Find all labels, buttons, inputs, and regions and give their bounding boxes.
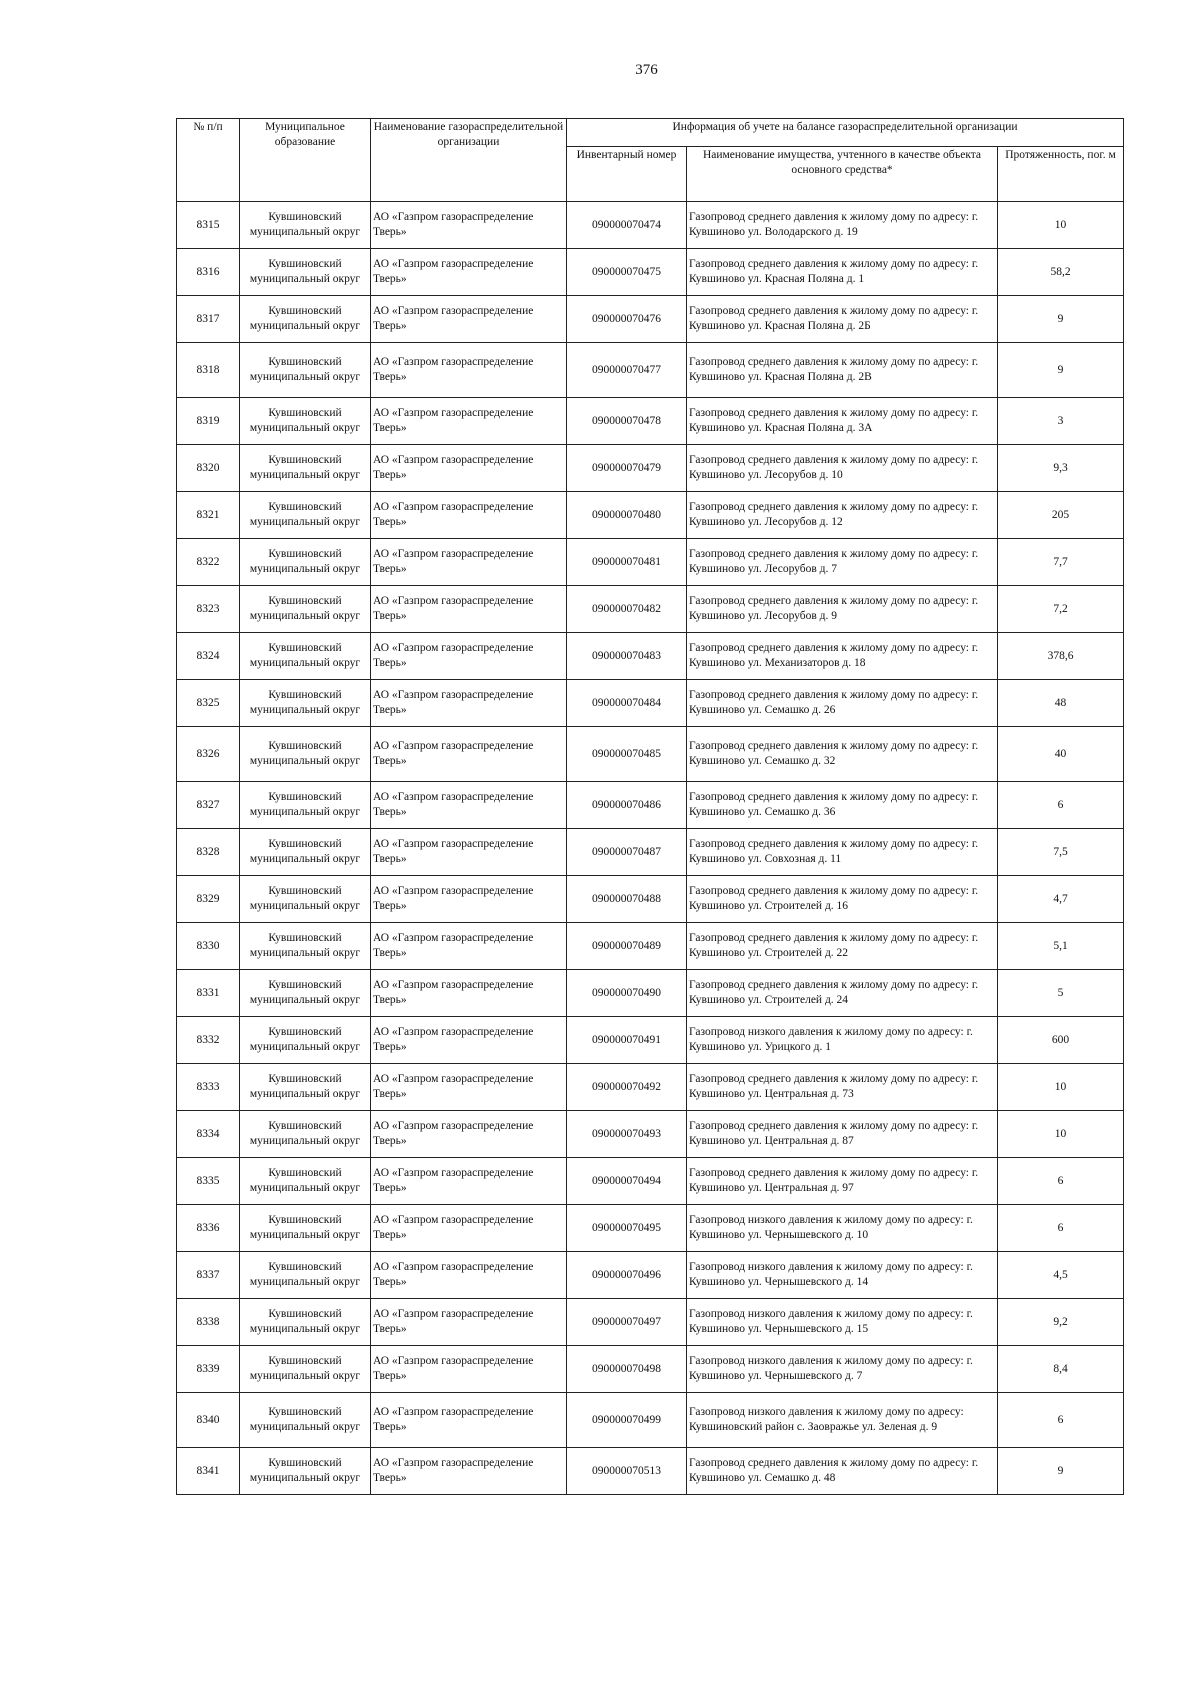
length-cell: 9 <box>998 343 1124 398</box>
length-cell: 58,2 <box>998 249 1124 296</box>
row-number: 8331 <box>177 970 240 1017</box>
municipality-cell: Кувшиновский муниципальный округ <box>240 1205 371 1252</box>
length-cell: 9 <box>998 296 1124 343</box>
organization-cell: АО «Газпром газораспределение Тверь» <box>371 398 567 445</box>
organization-cell: АО «Газпром газораспределение Тверь» <box>371 539 567 586</box>
organization-cell: АО «Газпром газораспределение Тверь» <box>371 445 567 492</box>
length-cell: 7,5 <box>998 829 1124 876</box>
table-row <box>177 296 1124 343</box>
table-row <box>177 398 1124 445</box>
organization-cell: АО «Газпром газораспределение Тверь» <box>371 923 567 970</box>
length-cell: 10 <box>998 1064 1124 1111</box>
length-cell: 4,5 <box>998 1252 1124 1299</box>
object-name-cell: Газопровод среднего давления к жилому дому по адресу: г. Кувшиново ул. Лесорубов д. 12 <box>687 492 998 539</box>
length-cell: 9 <box>998 1448 1124 1495</box>
inventory-number-cell: 090000070478 <box>567 398 687 445</box>
object-name-cell: Газопровод среднего давления к жилому дому по адресу: г. Кувшиново ул. Строителей д. 24 <box>687 970 998 1017</box>
organization-cell: АО «Газпром газораспределение Тверь» <box>371 876 567 923</box>
row-number: 8315 <box>177 202 240 249</box>
object-name-cell: Газопровод низкого давления к жилому дому по адресу: г. Кувшиново ул. Чернышевского д. 10 <box>687 1205 998 1252</box>
length-cell: 48 <box>998 680 1124 727</box>
length-cell: 600 <box>998 1017 1124 1064</box>
organization-cell: АО «Газпром газораспределение Тверь» <box>371 1393 567 1448</box>
organization-cell: АО «Газпром газораспределение Тверь» <box>371 829 567 876</box>
object-name-cell: Газопровод среднего давления к жилому дому по адресу: г. Кувшиново ул. Красная Поляна д. 2В <box>687 343 998 398</box>
organization-cell: АО «Газпром газораспределение Тверь» <box>371 1158 567 1205</box>
inventory-number-cell: 090000070499 <box>567 1393 687 1448</box>
inventory-number-cell: 090000070481 <box>567 539 687 586</box>
municipality-cell: Кувшиновский муниципальный округ <box>240 1158 371 1205</box>
row-number: 8322 <box>177 539 240 586</box>
municipality-cell: Кувшиновский муниципальный округ <box>240 343 371 398</box>
municipality-cell: Кувшиновский муниципальный округ <box>240 1448 371 1495</box>
municipality-cell: Кувшиновский муниципальный округ <box>240 876 371 923</box>
inventory-number-cell: 090000070494 <box>567 1158 687 1205</box>
inventory-number-cell: 090000070492 <box>567 1064 687 1111</box>
inventory-number-cell: 090000070476 <box>567 296 687 343</box>
municipality-cell: Кувшиновский муниципальный округ <box>240 782 371 829</box>
municipality-cell: Кувшиновский муниципальный округ <box>240 923 371 970</box>
municipality-cell: Кувшиновский муниципальный округ <box>240 249 371 296</box>
organization-cell: АО «Газпром газораспределение Тверь» <box>371 633 567 680</box>
row-number: 8316 <box>177 249 240 296</box>
inventory-number-cell: 090000070496 <box>567 1252 687 1299</box>
municipality-cell: Кувшиновский муниципальный округ <box>240 970 371 1017</box>
row-number: 8340 <box>177 1393 240 1448</box>
municipality-cell: Кувшиновский муниципальный округ <box>240 1393 371 1448</box>
object-name-cell: Газопровод среднего давления к жилому дому по адресу: г. Кувшиново ул. Красная Поляна д. 1 <box>687 249 998 296</box>
object-name-cell: Газопровод среднего давления к жилому дому по адресу: г. Кувшиново ул. Строителей д. 16 <box>687 876 998 923</box>
length-cell: 10 <box>998 1111 1124 1158</box>
gas-pipeline-register-table <box>176 118 1124 1495</box>
row-number: 8317 <box>177 296 240 343</box>
row-number: 8319 <box>177 398 240 445</box>
row-number: 8318 <box>177 343 240 398</box>
inventory-number-cell: 090000070487 <box>567 829 687 876</box>
row-number: 8325 <box>177 680 240 727</box>
inventory-number-cell: 090000070489 <box>567 923 687 970</box>
municipality-cell: Кувшиновский муниципальный округ <box>240 1299 371 1346</box>
inventory-number-cell: 090000070486 <box>567 782 687 829</box>
table-row <box>177 782 1124 829</box>
table-header <box>177 119 1124 202</box>
row-number: 8337 <box>177 1252 240 1299</box>
organization-cell: АО «Газпром газораспределение Тверь» <box>371 296 567 343</box>
table-row <box>177 586 1124 633</box>
inventory-number-cell: 090000070493 <box>567 1111 687 1158</box>
length-cell: 205 <box>998 492 1124 539</box>
object-name-cell: Газопровод среднего давления к жилому дому по адресу: г. Кувшиново ул. Центральная д. 97 <box>687 1158 998 1205</box>
row-number: 8327 <box>177 782 240 829</box>
table-row <box>177 343 1124 398</box>
header-object: Наименование имущества, учтенного в качестве объекта основного средства* <box>687 147 998 202</box>
inventory-number-cell: 090000070488 <box>567 876 687 923</box>
organization-cell: АО «Газпром газораспределение Тверь» <box>371 727 567 782</box>
inventory-number-cell: 090000070480 <box>567 492 687 539</box>
table-row <box>177 539 1124 586</box>
municipality-cell: Кувшиновский муниципальный округ <box>240 1346 371 1393</box>
table-row <box>177 445 1124 492</box>
row-number: 8329 <box>177 876 240 923</box>
inventory-number-cell: 090000070482 <box>567 586 687 633</box>
table-row <box>177 1393 1124 1448</box>
organization-cell: АО «Газпром газораспределение Тверь» <box>371 492 567 539</box>
inventory-number-cell: 090000070477 <box>567 343 687 398</box>
object-name-cell: Газопровод низкого давления к жилому дому по адресу: г. Кувшиново ул. Чернышевского д. 15 <box>687 1299 998 1346</box>
table-row <box>177 492 1124 539</box>
row-number: 8339 <box>177 1346 240 1393</box>
table-row <box>177 1448 1124 1495</box>
table-body <box>177 202 1124 1495</box>
municipality-cell: Кувшиновский муниципальный округ <box>240 398 371 445</box>
municipality-cell: Кувшиновский муниципальный округ <box>240 680 371 727</box>
organization-cell: АО «Газпром газораспределение Тверь» <box>371 680 567 727</box>
row-number: 8321 <box>177 492 240 539</box>
row-number: 8338 <box>177 1299 240 1346</box>
municipality-cell: Кувшиновский муниципальный округ <box>240 492 371 539</box>
table-row <box>177 829 1124 876</box>
inventory-number-cell: 090000070490 <box>567 970 687 1017</box>
object-name-cell: Газопровод среднего давления к жилому дому по адресу: г. Кувшиново ул. Семашко д. 32 <box>687 727 998 782</box>
length-cell: 10 <box>998 202 1124 249</box>
municipality-cell: Кувшиновский муниципальный округ <box>240 829 371 876</box>
page-number: 376 <box>635 62 658 78</box>
table-row <box>177 923 1124 970</box>
row-number: 8324 <box>177 633 240 680</box>
object-name-cell: Газопровод низкого давления к жилому дому по адресу: г. Кувшиново ул. Чернышевского д. 7 <box>687 1346 998 1393</box>
length-cell: 9,2 <box>998 1299 1124 1346</box>
object-name-cell: Газопровод среднего давления к жилому дому по адресу: г. Кувшиново ул. Лесорубов д. 10 <box>687 445 998 492</box>
municipality-cell: Кувшиновский муниципальный округ <box>240 1017 371 1064</box>
organization-cell: АО «Газпром газораспределение Тверь» <box>371 970 567 1017</box>
organization-cell: АО «Газпром газораспределение Тверь» <box>371 1299 567 1346</box>
organization-cell: АО «Газпром газораспределение Тверь» <box>371 1017 567 1064</box>
header-inventory: Инвентарный номер <box>567 147 687 202</box>
municipality-cell: Кувшиновский муниципальный округ <box>240 1111 371 1158</box>
length-cell: 6 <box>998 1158 1124 1205</box>
organization-cell: АО «Газпром газораспределение Тверь» <box>371 1111 567 1158</box>
row-number: 8336 <box>177 1205 240 1252</box>
inventory-number-cell: 090000070483 <box>567 633 687 680</box>
row-number: 8341 <box>177 1448 240 1495</box>
length-cell: 6 <box>998 782 1124 829</box>
object-name-cell: Газопровод среднего давления к жилому дому по адресу: г. Кувшиново ул. Семашко д. 26 <box>687 680 998 727</box>
organization-cell: АО «Газпром газораспределение Тверь» <box>371 1205 567 1252</box>
object-name-cell: Газопровод среднего давления к жилому дому по адресу: г. Кувшиново ул. Володарского д. 19 <box>687 202 998 249</box>
municipality-cell: Кувшиновский муниципальный округ <box>240 633 371 680</box>
length-cell: 5,1 <box>998 923 1124 970</box>
object-name-cell: Газопровод среднего давления к жилому дому по адресу: г. Кувшиново ул. Красная Поляна д. 2Б <box>687 296 998 343</box>
organization-cell: АО «Газпром газораспределение Тверь» <box>371 586 567 633</box>
object-name-cell: Газопровод низкого давления к жилому дому по адресу: г. Кувшиново ул. Урицкого д. 1 <box>687 1017 998 1064</box>
length-cell: 6 <box>998 1393 1124 1448</box>
row-number: 8326 <box>177 727 240 782</box>
length-cell: 378,6 <box>998 633 1124 680</box>
row-number: 8332 <box>177 1017 240 1064</box>
object-name-cell: Газопровод среднего давления к жилому дому по адресу: г. Кувшиново ул. Семашко д. 48 <box>687 1448 998 1495</box>
object-name-cell: Газопровод среднего давления к жилому дому по адресу: г. Кувшиново ул. Совхозная д. 11 <box>687 829 998 876</box>
table-row <box>177 1064 1124 1111</box>
table-row <box>177 249 1124 296</box>
municipality-cell: Кувшиновский муниципальный округ <box>240 539 371 586</box>
row-number: 8328 <box>177 829 240 876</box>
municipality-cell: Кувшиновский муниципальный округ <box>240 202 371 249</box>
table-row <box>177 1346 1124 1393</box>
table-row <box>177 1111 1124 1158</box>
header-municipality: Муниципальное образование <box>240 119 371 202</box>
length-cell: 7,7 <box>998 539 1124 586</box>
table-row <box>177 727 1124 782</box>
organization-cell: АО «Газпром газораспределение Тверь» <box>371 343 567 398</box>
object-name-cell: Газопровод среднего давления к жилому дому по адресу: г. Кувшиново ул. Лесорубов д. 7 <box>687 539 998 586</box>
municipality-cell: Кувшиновский муниципальный округ <box>240 727 371 782</box>
organization-cell: АО «Газпром газораспределение Тверь» <box>371 202 567 249</box>
row-number: 8323 <box>177 586 240 633</box>
inventory-number-cell: 090000070497 <box>567 1299 687 1346</box>
row-number: 8333 <box>177 1064 240 1111</box>
inventory-number-cell: 090000070479 <box>567 445 687 492</box>
organization-cell: АО «Газпром газораспределение Тверь» <box>371 1064 567 1111</box>
inventory-number-cell: 090000070485 <box>567 727 687 782</box>
table-row <box>177 1252 1124 1299</box>
header-org: Наименование газораспределительной организации <box>371 119 567 202</box>
row-number: 8335 <box>177 1158 240 1205</box>
inventory-number-cell: 090000070495 <box>567 1205 687 1252</box>
length-cell: 7,2 <box>998 586 1124 633</box>
organization-cell: АО «Газпром газораспределение Тверь» <box>371 1252 567 1299</box>
length-cell: 9,3 <box>998 445 1124 492</box>
table-row <box>177 680 1124 727</box>
length-cell: 6 <box>998 1205 1124 1252</box>
length-cell: 5 <box>998 970 1124 1017</box>
inventory-number-cell: 090000070491 <box>567 1017 687 1064</box>
object-name-cell: Газопровод низкого давления к жилому дому по адресу: Кувшиновский район с. Заовражье ул. Зеленая д. 9 <box>687 1393 998 1448</box>
length-cell: 8,4 <box>998 1346 1124 1393</box>
inventory-number-cell: 090000070484 <box>567 680 687 727</box>
object-name-cell: Газопровод среднего давления к жилому дому по адресу: г. Кувшиново ул. Центральная д. 73 <box>687 1064 998 1111</box>
object-name-cell: Газопровод среднего давления к жилому дому по адресу: г. Кувшиново ул. Строителей д. 22 <box>687 923 998 970</box>
row-number: 8330 <box>177 923 240 970</box>
organization-cell: АО «Газпром газораспределение Тверь» <box>371 1448 567 1495</box>
length-cell: 4,7 <box>998 876 1124 923</box>
municipality-cell: Кувшиновский муниципальный округ <box>240 445 371 492</box>
table-row <box>177 970 1124 1017</box>
table-row <box>177 1299 1124 1346</box>
header-length: Протяженность, пог. м <box>998 147 1124 202</box>
organization-cell: АО «Газпром газораспределение Тверь» <box>371 249 567 296</box>
row-number: 8334 <box>177 1111 240 1158</box>
header-num: № п/п <box>177 119 240 202</box>
municipality-cell: Кувшиновский муниципальный округ <box>240 1252 371 1299</box>
municipality-cell: Кувшиновский муниципальный округ <box>240 296 371 343</box>
object-name-cell: Газопровод среднего давления к жилому дому по адресу: г. Кувшиново ул. Центральная д. 87 <box>687 1111 998 1158</box>
object-name-cell: Газопровод среднего давления к жилому дому по адресу: г. Кувшиново ул. Механизаторов д. 18 <box>687 633 998 680</box>
row-number: 8320 <box>177 445 240 492</box>
object-name-cell: Газопровод среднего давления к жилому дому по адресу: г. Кувшиново ул. Семашко д. 36 <box>687 782 998 829</box>
header-info: Информация об учете на балансе газораспределительной организации <box>567 119 1124 147</box>
inventory-number-cell: 090000070498 <box>567 1346 687 1393</box>
table-row <box>177 1158 1124 1205</box>
inventory-number-cell: 090000070513 <box>567 1448 687 1495</box>
table-row <box>177 1017 1124 1064</box>
inventory-number-cell: 090000070474 <box>567 202 687 249</box>
object-name-cell: Газопровод среднего давления к жилому дому по адресу: г. Кувшиново ул. Лесорубов д. 9 <box>687 586 998 633</box>
inventory-number-cell: 090000070475 <box>567 249 687 296</box>
length-cell: 3 <box>998 398 1124 445</box>
municipality-cell: Кувшиновский муниципальный округ <box>240 586 371 633</box>
organization-cell: АО «Газпром газораспределение Тверь» <box>371 782 567 829</box>
length-cell: 40 <box>998 727 1124 782</box>
object-name-cell: Газопровод низкого давления к жилому дому по адресу: г. Кувшиново ул. Чернышевского д. 14 <box>687 1252 998 1299</box>
table-row <box>177 202 1124 249</box>
table-row <box>177 876 1124 923</box>
table-row <box>177 1205 1124 1252</box>
municipality-cell: Кувшиновский муниципальный округ <box>240 1064 371 1111</box>
object-name-cell: Газопровод среднего давления к жилому дому по адресу: г. Кувшиново ул. Красная Поляна д. 3А <box>687 398 998 445</box>
organization-cell: АО «Газпром газораспределение Тверь» <box>371 1346 567 1393</box>
table-row <box>177 633 1124 680</box>
